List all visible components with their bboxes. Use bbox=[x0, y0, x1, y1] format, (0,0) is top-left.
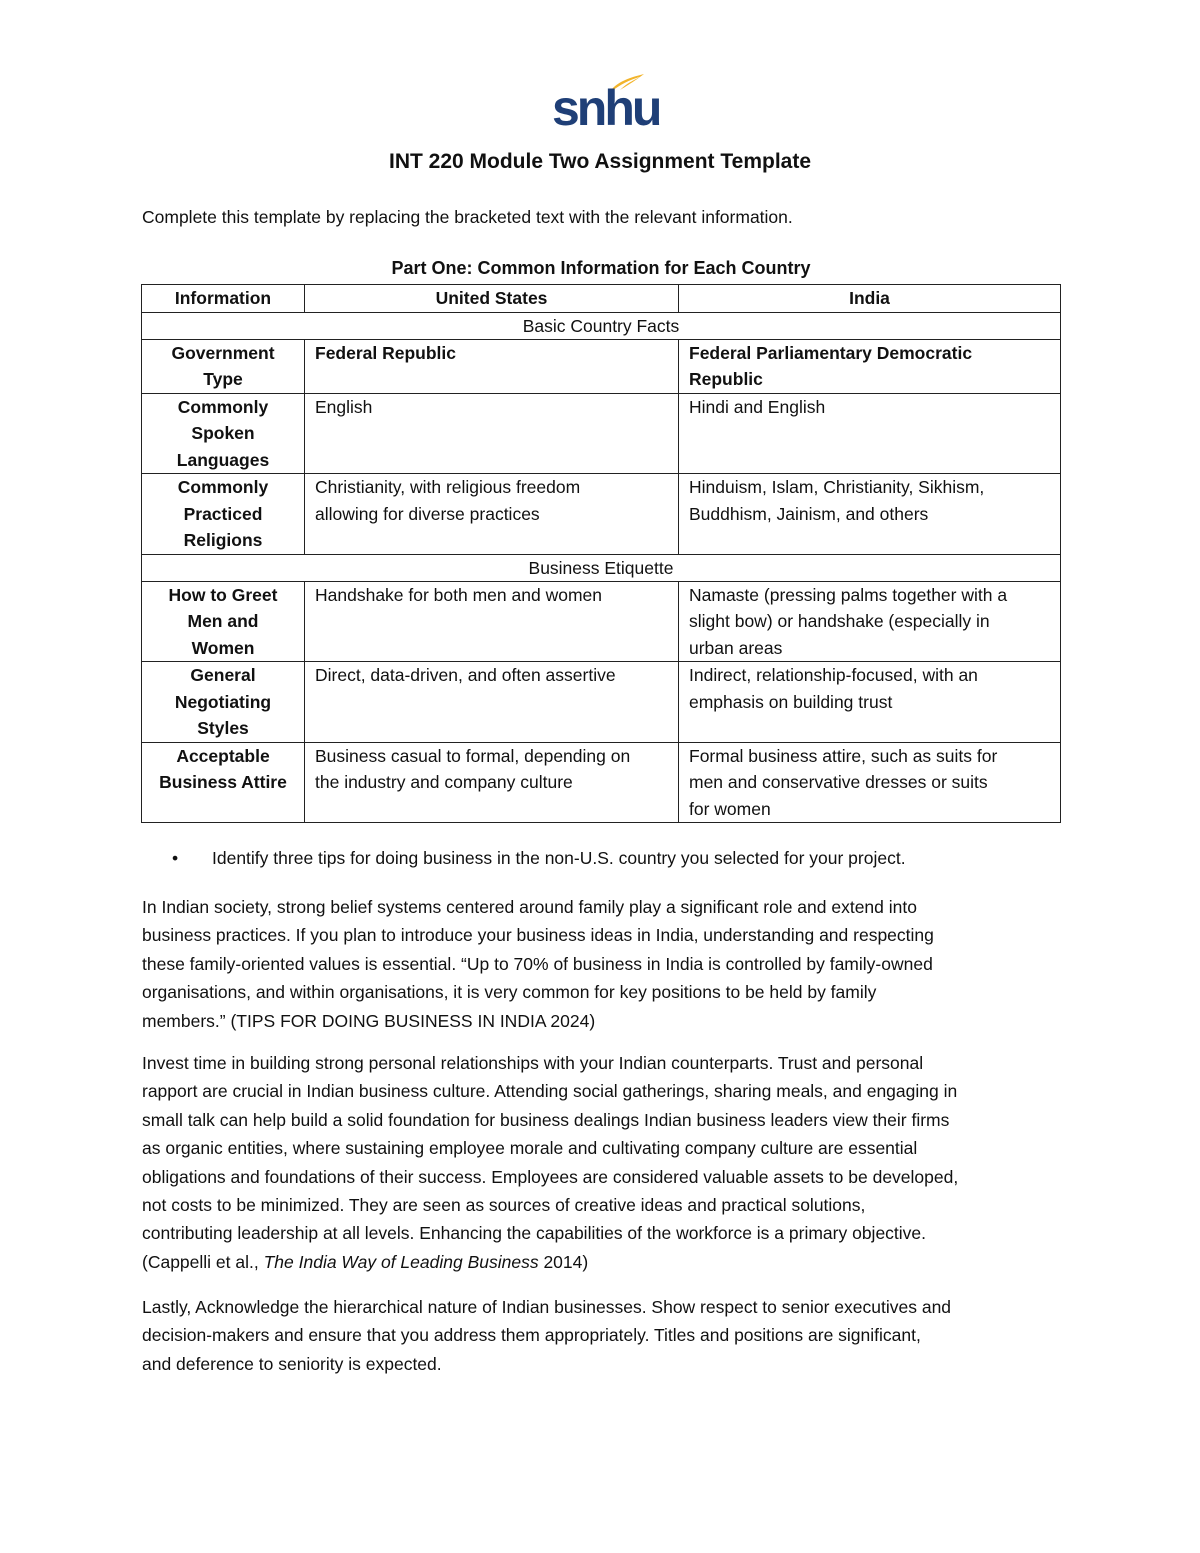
table-row-greeting bbox=[142, 581, 1061, 662]
cell-us-religions: Christianity, with religious freedom allowing for diverse practices bbox=[305, 474, 679, 555]
table-row-religions bbox=[142, 474, 1061, 555]
cell-us-greeting: Handshake for both men and women bbox=[305, 581, 679, 662]
column-header-united-states: United States bbox=[305, 285, 679, 313]
cell-india-government: Federal Parliamentary Democratic Republic bbox=[679, 339, 1061, 393]
section-label: Basic Country Facts bbox=[142, 312, 1061, 339]
table-row-languages bbox=[142, 393, 1061, 474]
table-row-government bbox=[142, 339, 1061, 393]
logo-wordmark: snhu bbox=[552, 80, 660, 136]
row-label: Government Type bbox=[142, 339, 305, 393]
row-label: Commonly Spoken Languages bbox=[142, 393, 305, 474]
bullet-text: Identify three tips for doing business in the non-U.S. country you selected for your project. bbox=[212, 848, 906, 868]
paragraph-relationships: Invest time in building strong personal relationships with your Indian counterparts. Trust and personal rapport are crucial in Indian business culture. Attending social gatherings, sharing meals, and engaging in small talk can help build a solid foundation for business dealings Indian business leaders view their firms as organic entities, where sustaining employee morale and cultivating company culture are essential obligations and foundations of their success. Employees are considered valuable assets to be developed, not costs to be minimized. They are seen as sources of creative ideas and practical solutions, contributing leadership at all levels. Enhancing the capabilities of the workforce is a primary objective. (Cappelli et al., The India Way of Leading Business 2014) bbox=[142, 1049, 1067, 1276]
instructions-text: Complete this template by replacing the bracketed text with the relevant information. bbox=[142, 207, 793, 227]
cell-us-attire: Business casual to formal, depending on the industry and company culture bbox=[305, 742, 679, 823]
cell-india-greeting: Namaste (pressing palms together with a slight bow) or handshake (especially in urban areas bbox=[679, 581, 1061, 662]
table-caption: Part One: Common Information for Each Country bbox=[391, 258, 811, 278]
cell-india-negotiating: Indirect, relationship-focused, with an emphasis on building trust bbox=[679, 662, 1061, 743]
row-label: Commonly Practiced Religions bbox=[142, 474, 305, 555]
cell-us-negotiating: Direct, data-driven, and often assertive bbox=[305, 662, 679, 743]
row-label: How to Greet Men and Women bbox=[142, 581, 305, 662]
section-row-business-etiquette bbox=[142, 554, 1061, 581]
row-label: General Negotiating Styles bbox=[142, 662, 305, 743]
cell-india-religions: Hinduism, Islam, Christianity, Sikhism, Buddhism, Jainism, and others bbox=[679, 474, 1061, 555]
table-row-negotiating bbox=[142, 662, 1061, 743]
cell-us-government: Federal Republic bbox=[305, 339, 679, 393]
paragraph-family-values: In Indian society, strong belief systems centered around family play a significant role and extend into business practices. If you plan to introduce your business ideas in India, understanding and respecting these family-oriented values is essential. “Up to 70% of business in India is controlled by family-owned organisations, and within organisations, it is very common for key positions to be held by family members.” (TIPS FOR DOING BUSINESS IN INDIA 2024) bbox=[142, 897, 934, 1031]
snhu-logo bbox=[552, 72, 660, 136]
cell-india-languages: Hindi and English bbox=[679, 393, 1061, 474]
section-label: Business Etiquette bbox=[142, 554, 1061, 581]
citation: (Cappelli et al., The India Way of Leading Business 2014) bbox=[142, 1251, 589, 1272]
section-row-basic-facts bbox=[142, 312, 1061, 339]
country-info-table bbox=[141, 284, 1061, 823]
bullet-icon: • bbox=[172, 848, 179, 868]
table-row-attire bbox=[142, 742, 1061, 823]
column-header-information: Information bbox=[142, 285, 305, 313]
cell-india-attire: Formal business attire, such as suits for men and conservative dresses or suits for women bbox=[679, 742, 1061, 823]
paragraph-hierarchy: Lastly, Acknowledge the hierarchical nature of Indian businesses. Show respect to senior executives and decision-makers and ensure that you address them appropriately. Titles and positions are significant, and deference to seniority is expected. bbox=[142, 1297, 952, 1374]
cell-us-languages: English bbox=[305, 393, 679, 474]
table-header-row bbox=[142, 285, 1061, 313]
column-header-india: India bbox=[679, 285, 1061, 313]
row-label: Acceptable Business Attire bbox=[142, 742, 305, 823]
page-title: INT 220 Module Two Assignment Template bbox=[389, 150, 811, 173]
